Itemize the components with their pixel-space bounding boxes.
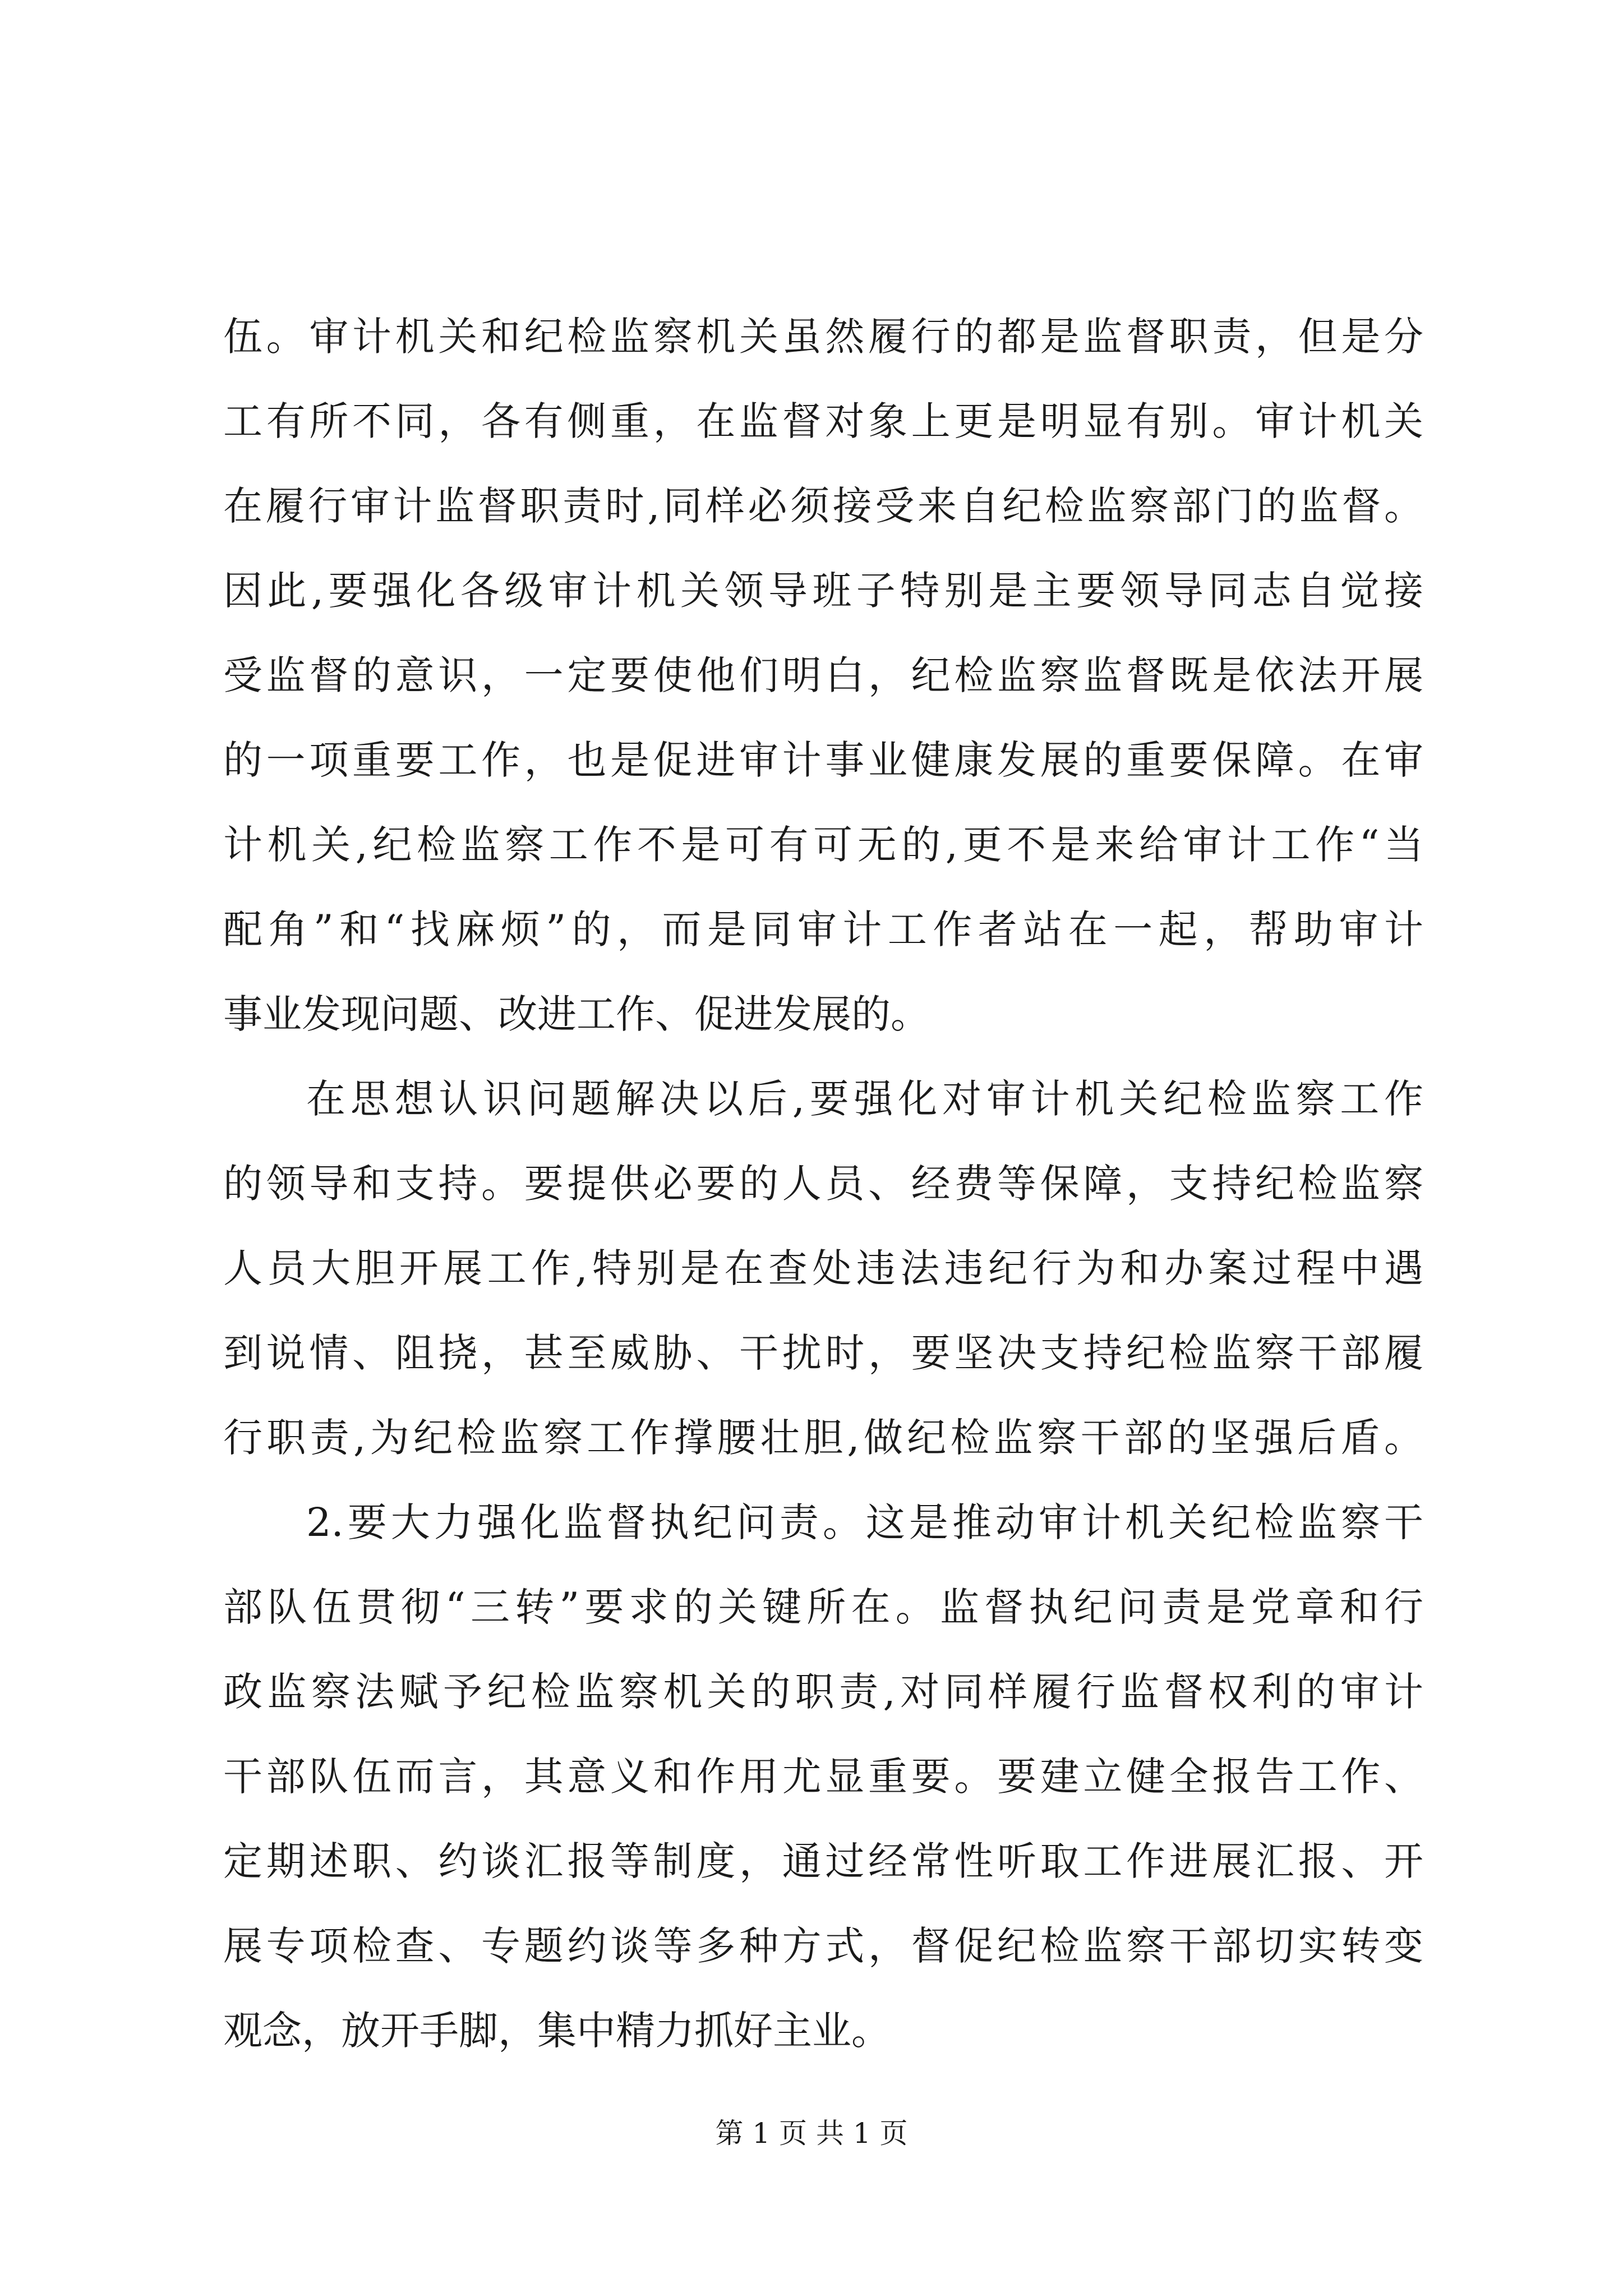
text-line: 事业发现问题、改进工作、促进发展的。: [223, 991, 930, 1037]
text-line: 在思想认识问题解决以后,要强化对审计机关纪检监察工作: [306, 1076, 1423, 1122]
text-line: 定期述职、约谈汇报等制度，通过经常性听取工作进展汇报、开: [223, 1838, 1423, 1884]
text-line: 到说情、阻挠，甚至威胁、干扰时，要坚决支持纪检监察干部履: [223, 1330, 1423, 1376]
text-line: 行职责,为纪检监察工作撑腰壮胆,做纪检监察干部的坚强后盾。: [223, 1415, 1423, 1461]
body-text: [223, 295, 1423, 2073]
text-line: 的一项重要工作，也是促进审计事业健康发展的重要保障。在审: [223, 737, 1423, 783]
page-number: 第 1 页 共 1 页: [715, 2117, 908, 2150]
text-line: 部队伍贯彻“三转”要求的关键所在。监督执纪问责是党章和行: [223, 1584, 1423, 1630]
text-line: 干部队伍而言，其意义和作用尤显重要。要建立健全报告工作、: [223, 1754, 1423, 1800]
text-line: 受监督的意识，一定要使他们明白，纪检监察监督既是依法开展: [223, 652, 1423, 698]
text-line: 在履行审计监督职责时,同样必须接受来自纪检监察部门的监督。: [223, 483, 1423, 529]
text-line: 人员大胆开展工作,特别是在查处违法违纪行为和办案过程中遇: [223, 1245, 1423, 1291]
text-line: 2.要大力强化监督执纪问责。这是推动审计机关纪检监察干: [306, 1499, 1423, 1545]
text-line: 政监察法赋予纪检监察机关的职责,对同样履行监督权利的审计: [223, 1669, 1423, 1715]
text-line: 的领导和支持。要提供必要的人员、经费等保障，支持纪检监察: [223, 1161, 1423, 1207]
text-line: 观念，放开手脚，集中精力抓好主业。: [223, 2008, 891, 2054]
text-line: 计机关,纪检监察工作不是可有可无的,更不是来给审计工作“当: [223, 822, 1423, 868]
text-line: 展专项检查、专题约谈等多种方式，督促纪检监察干部切实转变: [223, 1923, 1423, 1969]
text-line: 配角”和“找麻烦”的，而是同审计工作者站在一起，帮助审计: [223, 907, 1423, 953]
text-line: 伍。审计机关和纪检监察机关虽然履行的都是监督职责，但是分: [223, 314, 1423, 360]
text-line: 因此,要强化各级审计机关领导班子特别是主要领导同志自觉接: [223, 568, 1423, 614]
text-line: 工有所不同，各有侧重，在监督对象上更是明显有别。审计机关: [223, 398, 1423, 444]
